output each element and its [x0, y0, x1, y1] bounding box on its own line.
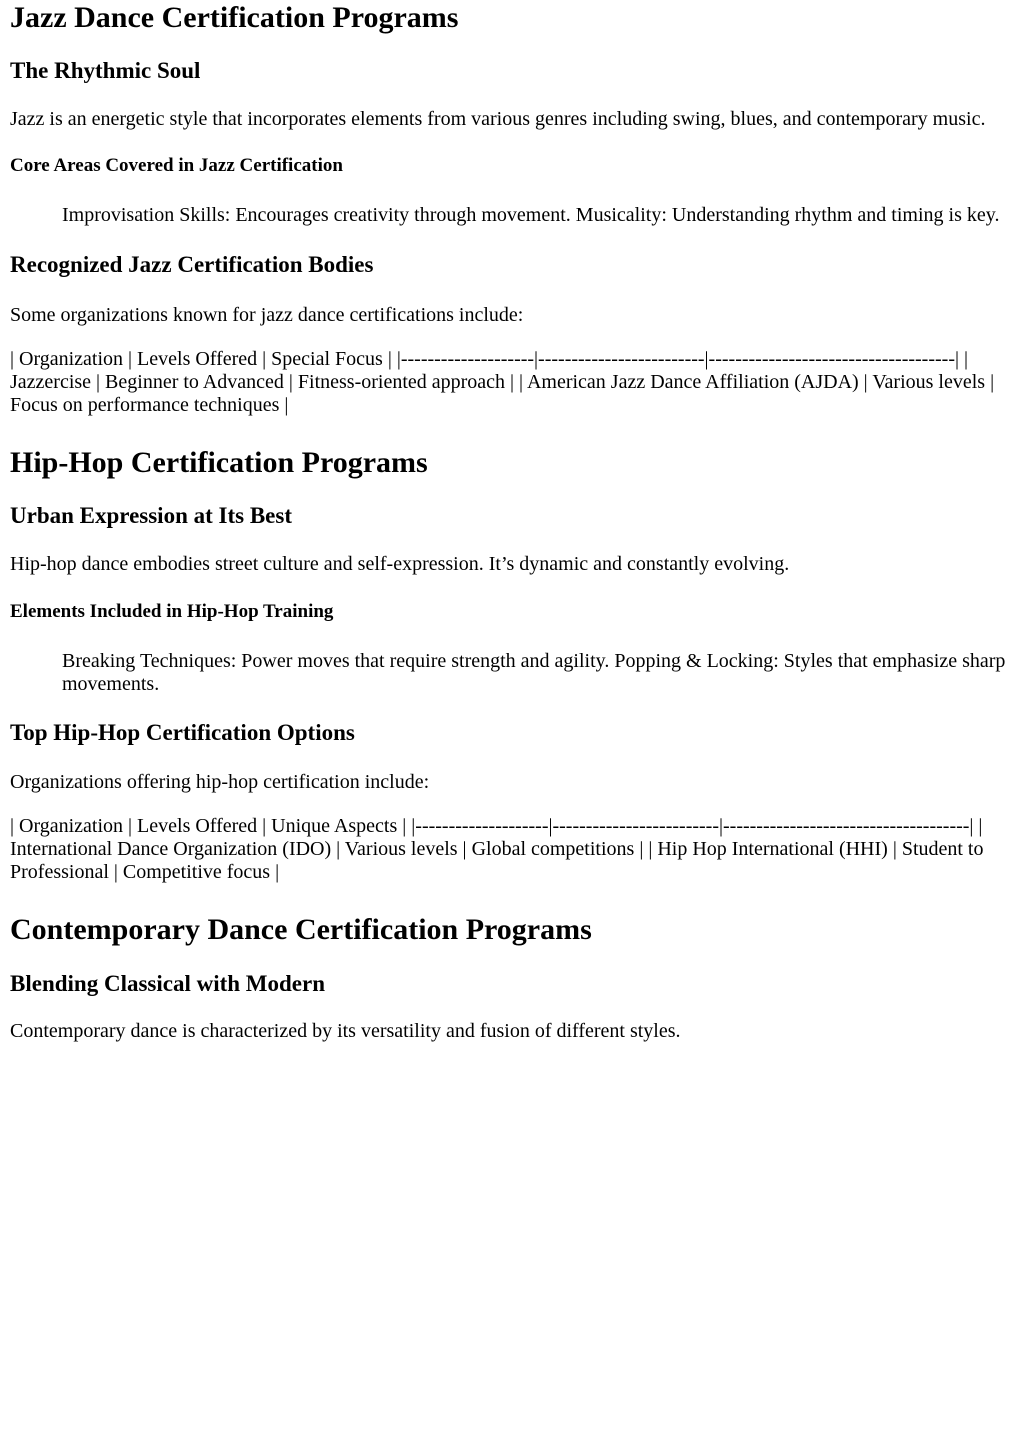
hiphop-subtitle: Urban Expression at Its Best: [10, 503, 292, 528]
jazz-section-title: Jazz Dance Certification Programs: [10, 1, 459, 34]
contemporary-subtitle: Blending Classical with Modern: [10, 971, 326, 996]
jazz-core-areas-heading: Core Areas Covered in Jazz Certification: [10, 155, 343, 176]
jazz-intro-paragraph: Jazz is an energetic style that incorporates elements from various genres including swing, blues, and contemporary music.: [10, 108, 986, 130]
hiphop-options-intro: Organizations offering hip-hop certification include:: [10, 771, 430, 793]
jazz-section: [10, 0, 1014, 417]
jazz-bodies-heading: Recognized Jazz Certification Bodies: [10, 252, 374, 277]
jazz-organizations-table-text: | Organization | Levels Offered | Special Focus | |--------------------|-------------------------|-------------------------------------| | Jazzercise | Beginner to Advanced | Fitness-oriented approach | | American Jazz Dance Affiliation (AJDA) | Various levels | Focus on performance techniques |: [10, 348, 995, 416]
jazz-bodies-intro: Some organizations known for jazz dance certifications include:: [10, 304, 524, 326]
hiphop-organizations-table-text: | Organization | Levels Offered | Unique Aspects | |--------------------|-------------------------|-------------------------------------| | International Dance Organization (IDO) | Various levels | Global competitions | | Hip Hop International (HHI) | Student to Professional | Competitive focus |: [10, 815, 984, 883]
hiphop-section: [10, 446, 1014, 884]
contemporary-section-title: Contemporary Dance Certification Programs: [10, 913, 592, 946]
hiphop-elements-quote: Breaking Techniques: Power moves that require strength and agility. Popping & Locking: Styles that emphasize sharp movements.: [62, 650, 1006, 695]
hiphop-elements-heading: Elements Included in Hip-Hop Training: [10, 601, 334, 622]
contemporary-intro-paragraph: Contemporary dance is characterized by its versatility and fusion of different styles.: [10, 1020, 681, 1042]
jazz-core-areas-quote: Improvisation Skills: Encourages creativity through movement. Musicality: Understanding rhythm and timing is key.: [62, 204, 1000, 226]
jazz-subtitle: The Rhythmic Soul: [10, 58, 201, 83]
contemporary-section: [10, 913, 1014, 1043]
hiphop-options-heading: Top Hip-Hop Certification Options: [10, 720, 355, 745]
hiphop-section-title: Hip-Hop Certification Programs: [10, 446, 428, 479]
hiphop-intro-paragraph: Hip-hop dance embodies street culture and self-expression. It’s dynamic and constantly evolving.: [10, 553, 790, 575]
